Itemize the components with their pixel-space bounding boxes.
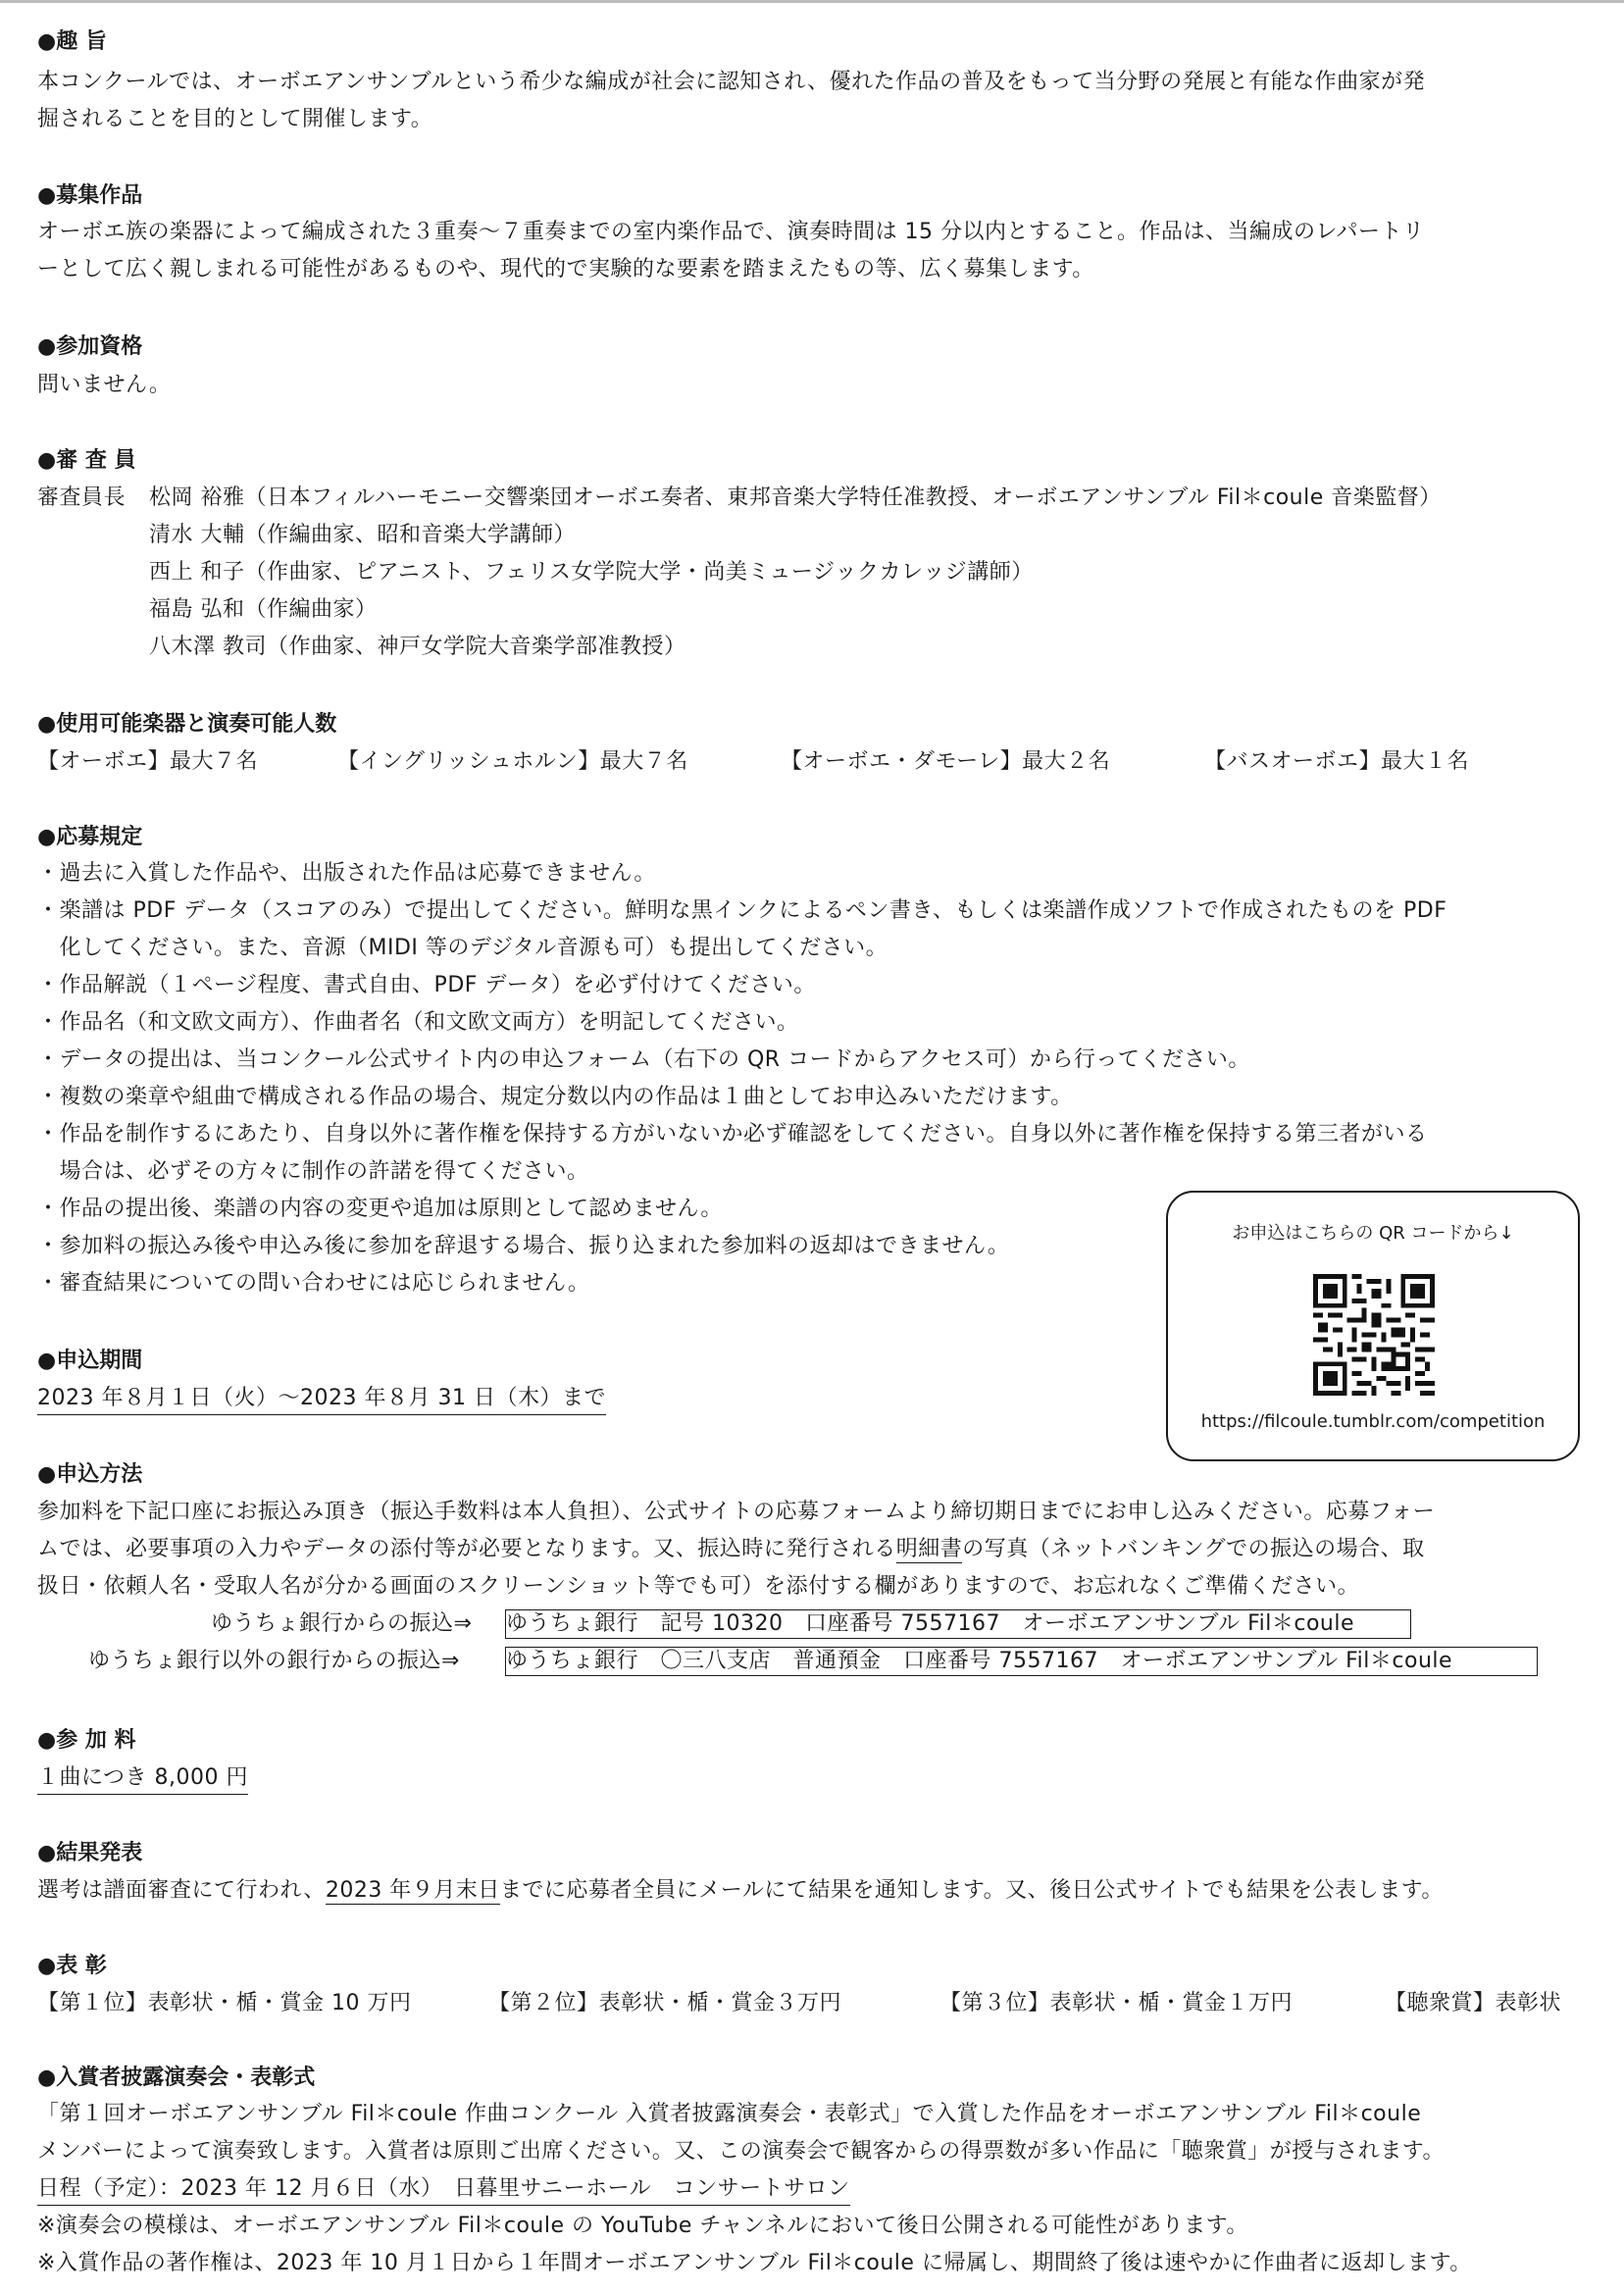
instrument-item: 【オーボエ・ダモーレ】最大２名 [781,749,1111,774]
results-text: 選考は譜面審査にて行われ、 [37,1878,326,1903]
concert-line: 「第１回オーボエアンサンブル Fil＊coule 作曲コンクール 入賞者披露演奏会・表彰式」で入賞した作品をオーボエアンサンブル Fil＊coule [37,2102,1422,2126]
judge-member: 清水 大輔（作編曲家、昭和音楽大学講師） [149,523,576,547]
concert-note: ※演奏会の模様は、オーボエアンサンブル Fil＊coule の YouTube チャンネルにおいて後日公開される可能性があります。 [37,2214,1248,2238]
receipt-text: 明細書 [895,1537,963,1561]
award-item: 【第２位】表彰状・楯・賞金３万円 [488,1991,842,2015]
rule-line: ・審査結果についての問い合わせには応じられません。 [37,1271,590,1296]
heading-method: ●申込方法 [37,1462,143,1487]
results-line [37,1876,1444,1906]
rule-line: ・作品を制作するにあたり、自身以外に著作権を保持する方がいないか必ず確認をしてください。自身以外に著作権を保持する第三者がいる [37,1122,1428,1147]
rule-line: ・データの提出は、当コンクール公式サイト内の申込フォーム（右下の QR コードからアクセス可）から行ってください。 [37,1047,1250,1072]
rule-line: ・楽譜は PDF データ（スコアのみ）で提出してください。鮮明な黒インクによるペン書き、もしくは楽譜作成ソフトで作成されたものを PDF [37,898,1447,923]
judge-member: 西上 和子（作曲家、ピアニスト、フェリス女学院大学・尚美ミュージックカレッジ講師） [149,560,1034,585]
bank-label: ゆうちょ銀行以外の銀行からの振込⇒ [88,1649,460,1673]
bank-account-box [505,1647,1538,1676]
heading-period: ●申込期間 [37,1349,143,1373]
judge-member: 福島 弘和（作編曲家） [149,597,378,622]
method-text: ムでは、必要事項の入力やデータの添付等が必要となります。又、振込時に発行される [37,1537,896,1561]
judge-member: 八木澤 教司（作曲家、神戸女学院大音楽学部准教授） [149,635,686,659]
works-line: オーボエ族の楽器によって編成された３重奏～７重奏までの室内楽作品で、演奏時間は 15 分以内とすること。作品は、当編成のレパートリ [37,220,1425,244]
qr-panel [1166,1191,1580,1461]
bank-label: ゆうちょ銀行からの振込⇒ [211,1611,473,1636]
heading-works: ●募集作品 [37,183,143,208]
bank-account-box [505,1609,1411,1639]
concert-schedule: 日程（予定）：2023 年 12 月６日（水） 日暮里サニーホール コンサートサロン [37,2174,850,2206]
judge-member: 松岡 裕雅（日本フィルハーモニー交響楽団オーボエ奏者、東邦音楽大学特任准教授、オーボエアンサンブル Fil＊coule 音楽監督） [149,485,1442,510]
qr-url[interactable]: https://filcoule.tumblr.com/competition [1200,1411,1546,1432]
rule-line: ・作品の提出後、楽譜の内容の変更や追加は原則として認めません。 [37,1197,723,1221]
heading-awards: ●表 彰 [37,1954,107,1978]
method-line [37,1535,1425,1564]
heading-concert: ●入賞者披露演奏会・表彰式 [37,2065,316,2090]
rule-line: ・参加料の振込み後や申込み後に参加を辞退する場合、振り込まれた参加料の返却はできません。 [37,1234,1010,1258]
concert-note: ※入賞作品の著作権は、2023 年 10 月１日から１年間オーボエアンサンブル Fil＊coule に帰属し、期間終了後は速やかに作曲者に返却します。 [37,2251,1472,2275]
heading-judges: ●審 査 員 [37,448,136,473]
results-text: までに応募者全員にメールにて結果を通知します。又、後日公式サイトでも結果を公表します。 [499,1878,1444,1903]
top-border [0,0,1624,3]
period-text: 2023 年８月１日（火）～2023 年８月 31 日（木）まで [37,1384,606,1415]
fee-text: １曲につき 8,000 円 [37,1763,248,1795]
bank-account-value: ゆうちょ銀行 〇三八支店 普通預金 口座番号 7557167 オーボエアンサンブル Fil＊coule [506,1649,1453,1673]
bank-account-value: ゆうちょ銀行 記号 10320 口座番号 7557167 オーボエアンサンブル Fil＊coule [506,1611,1355,1636]
rule-line: ・作品名（和文欧文両方）、作曲者名（和文欧文両方）を明記してください。 [37,1010,799,1035]
works-line: ーとして広く親しまれる可能性があるものや、現代的で実験的な要素を踏まえたもの等、広く募集します。 [37,257,1094,281]
instrument-item: 【イングリッシュホルン】最大７名 [337,749,688,774]
heading-fee: ●参 加 料 [37,1728,136,1753]
rule-line: 場合は、必ずその方々に制作の許諾を得てください。 [37,1159,589,1184]
heading-eligibility: ●参加資格 [37,334,143,359]
purpose-line: 本コンクールでは、オーボエアンサンブルという希少な編成が社会に認知され、優れた作品の普及をもって当分野の発展と有能な作曲家が発 [37,70,1426,94]
heading-rules: ●応募規定 [37,825,143,849]
rule-line: ・複数の楽章や組曲で構成される作品の場合、規定分数以内の作品は１曲としてお申込みいただけます。 [37,1085,1073,1109]
rule-line: ・過去に入賞した作品や、出版された作品は応募できません。 [37,861,656,886]
award-item: 【聴衆賞】表彰状 [1385,1991,1562,2015]
qr-caption: お申込はこちらの QR コードから↓ [1232,1223,1514,1244]
award-item: 【第３位】表彰状・楯・賞金１万円 [939,1991,1294,2015]
qr-code-icon[interactable] [1313,1274,1435,1396]
heading-results: ●結果発表 [37,1841,143,1865]
eligibility-text: 問いません。 [37,373,172,397]
rule-line: 化してください。また、音源（MIDI 等のデジタル音源も可）も提出してください。 [37,936,888,960]
method-text: の写真（ネットバンキングでの振込の場合、取 [962,1537,1425,1561]
award-item: 【第１位】表彰状・楯・賞金 10 万円 [37,1991,412,2015]
judge-chair-label: 審査員長 [37,485,127,510]
instrument-item: 【バスオーボエ】最大１名 [1204,749,1470,774]
concert-line: メンバーによって演奏致します。入賞者は原則ご出席ください。又、この演奏会で観客からの得票数が多い作品に「聴衆賞」が授与されます。 [37,2139,1445,2164]
rule-line: ・作品解説（１ページ程度、書式自由、PDF データ）を必ず付けてください。 [37,973,816,997]
results-deadline: 2023 年９月末日 [325,1878,500,1903]
heading-purpose: ●趣 旨 [37,29,107,54]
purpose-line: 掘されることを目的として開催します。 [37,107,433,131]
heading-instruments: ●使用可能楽器と演奏可能人数 [37,712,337,737]
instrument-item: 【オーボエ】最大７名 [37,749,259,774]
method-line: 扱日・依頼人名・受取人名が分かる画面のスクリーンショット等でも可）を添付する欄がありますので、お忘れなくご準備ください。 [37,1574,1360,1599]
method-line: 参加料を下記口座にお振込み頂き（振込手数料は本人負担）、公式サイトの応募フォームより締切期日までにお申し込みください。応募フォー [37,1500,1436,1524]
